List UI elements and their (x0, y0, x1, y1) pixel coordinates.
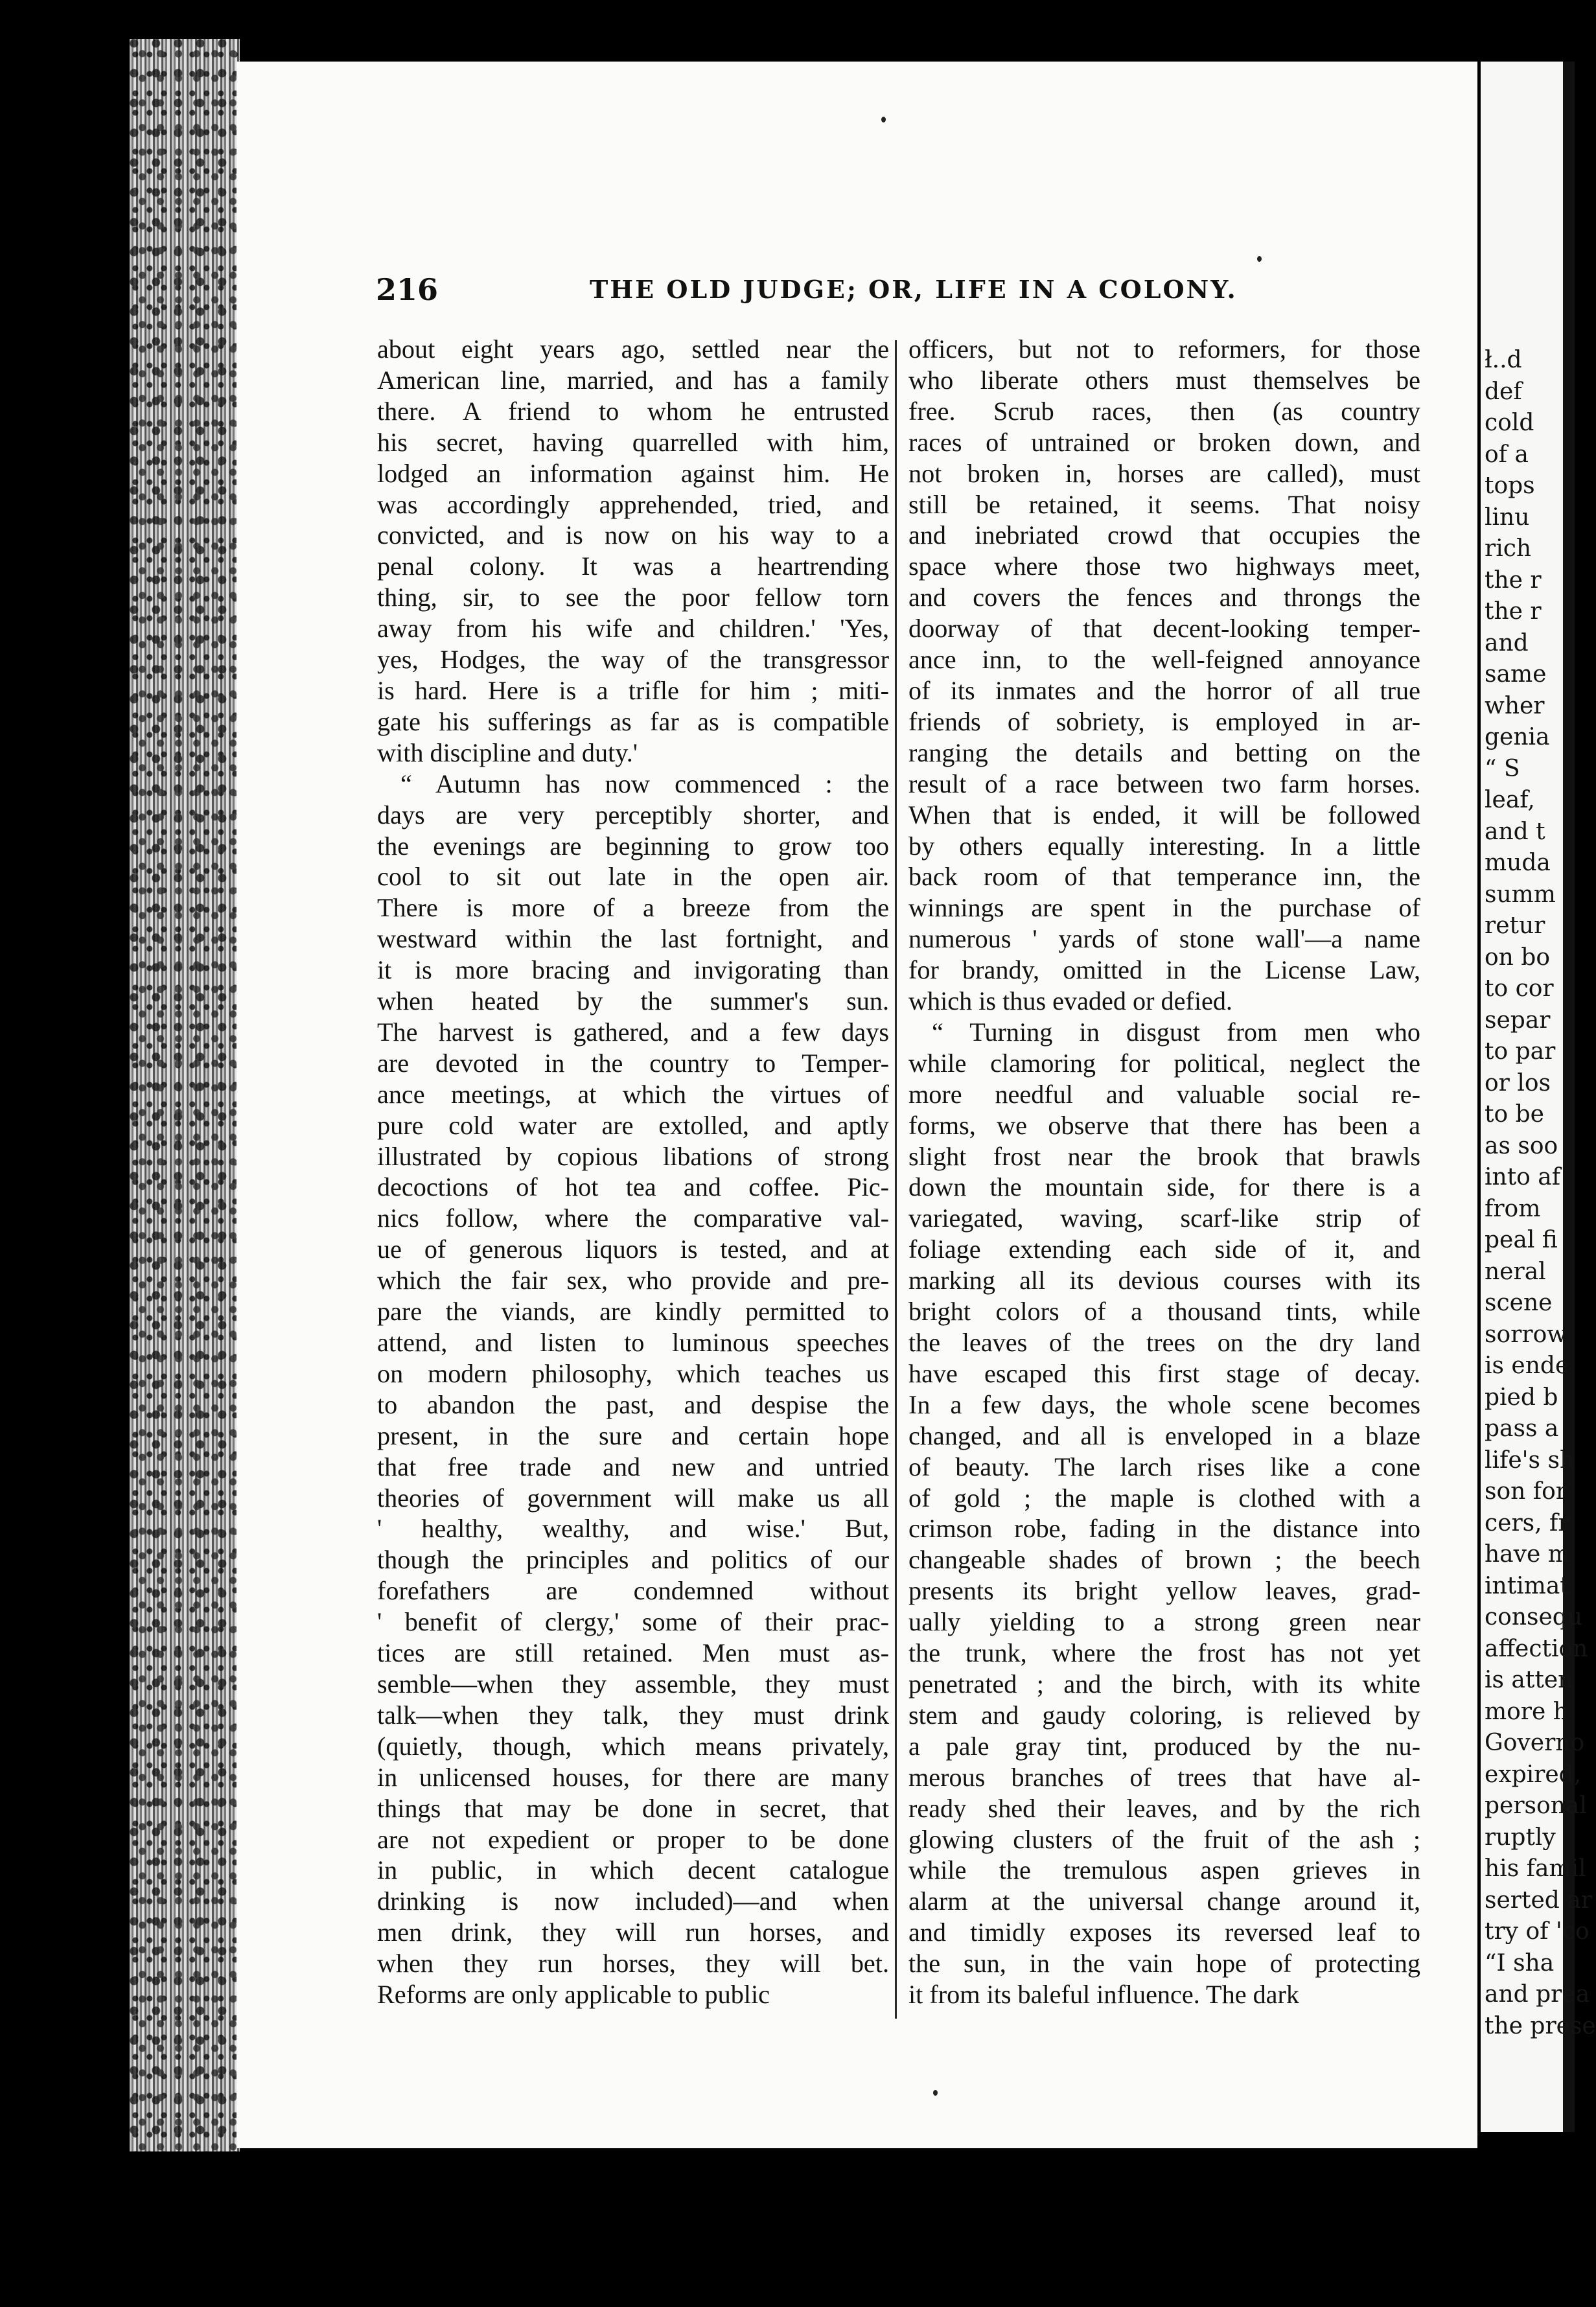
text-line: illustrated by copious libations of strong (377, 1141, 889, 1171)
text-line: are devoted in the country to Temper- (377, 1048, 889, 1078)
text-line: (quietly, though, which means privately, (377, 1731, 889, 1761)
adjacent-page-text: peal fi (1485, 1227, 1558, 1253)
text-line: are not expedient or proper to be done (377, 1824, 889, 1854)
text-line: his secret, having quarrelled with him, (377, 427, 889, 457)
text-line: cool to sit out late in the open air. (377, 862, 889, 892)
adjacent-page-text: the prese (1485, 2012, 1596, 2039)
adjacent-page-text: affection (1485, 1635, 1588, 1662)
adjacent-page-text: def (1485, 378, 1522, 405)
text-line: down the mountain side, for there is a (908, 1172, 1420, 1202)
text-line: convicted, and is now on his way to a (377, 520, 889, 550)
running-head (376, 272, 1244, 311)
adjacent-page-text: and prea (1485, 1981, 1590, 2008)
text-line: talk—when they talk, they must drink (377, 1700, 889, 1730)
text-line: ' healthy, wealthy, and wise.' But, (377, 1514, 889, 1544)
text-line: ance meetings, at which the virtues of (377, 1079, 889, 1109)
text-line: with discipline and duty.' (377, 737, 638, 767)
text-line: in unlicensed houses, for there are many (377, 1762, 889, 1792)
adjacent-page-text: life's sh (1485, 1446, 1575, 1474)
adjacent-page-text: or los (1485, 1069, 1551, 1096)
adjacent-page-text: ł..d (1485, 347, 1522, 373)
text-line: free. Scrub races, then (as country (908, 396, 1420, 426)
adjacent-page-text: to cor (1485, 975, 1554, 1002)
adjacent-page-text: have m (1485, 1541, 1570, 1568)
adjacent-page-text: retur (1485, 912, 1545, 939)
text-line: decoctions of hot tea and coffee. Pic- (377, 1172, 889, 1202)
adjacent-page-text: to be (1485, 1101, 1544, 1128)
text-line: and covers the fences and throngs the (908, 583, 1420, 612)
adjacent-page-text: separ (1485, 1006, 1551, 1034)
text-line: which is thus evaded or defied. (908, 986, 1232, 1016)
text-line: for brandy, omitted in the License Law, (908, 955, 1420, 985)
text-line: present, in the sure and certain hope (377, 1420, 889, 1450)
text-line: attend, and listen to luminous speeches (377, 1328, 889, 1357)
adjacent-page-text: pied b (1485, 1384, 1558, 1411)
text-line: space where those two highways meet, (908, 551, 1420, 581)
book-edge (130, 39, 240, 2151)
adjacent-page-text: as soo (1485, 1132, 1558, 1159)
text-line: thing, sir, to see the poor fellow torn (377, 583, 889, 612)
text-line: of beauty. The larch rises like a cone (908, 1452, 1420, 1481)
text-line: races of untrained or broken down, and (908, 427, 1420, 457)
right-column (908, 334, 1420, 2010)
text-line: of gold ; the maple is clothed with a (908, 1483, 1420, 1513)
adjacent-page-text: and t (1485, 818, 1545, 845)
text-line: theories of government will make us all (377, 1483, 889, 1513)
text-line: it from its baleful influence. The dark (908, 1980, 1299, 2010)
text-line: pure cold water are extolled, and aptly (377, 1110, 889, 1140)
text-line: “ Autumn has now commenced : the (400, 769, 889, 798)
adjacent-page-text: intimat (1485, 1572, 1569, 1599)
text-line: tices are still retained. Men must as- (377, 1638, 889, 1668)
adjacent-page-text: son for (1485, 1478, 1567, 1505)
adjacent-page-text: rich (1485, 535, 1532, 562)
text-line: Reforms are only applicable to public (377, 1980, 770, 2010)
text-line: the leaves of the trees on the dry land (908, 1328, 1420, 1357)
text-line: doorway of that decent-looking temper- (908, 614, 1420, 643)
text-line: gate his sufferings as far as is compatible (377, 706, 889, 736)
text-line: when heated by the summer's sun. (377, 986, 889, 1016)
text-line: back room of that temperance inn, the (908, 862, 1420, 892)
text-line: a pale gray tint, produced by the nu- (908, 1731, 1420, 1761)
adjacent-page-text: “I sha (1485, 1949, 1555, 1977)
text-line: bright colors of a thousand tints, while (908, 1297, 1420, 1327)
text-line: pare the viands, are kindly permitted to (377, 1297, 889, 1327)
adjacent-page-text: ruptly (1485, 1824, 1556, 1851)
text-line: nics follow, where the comparative val- (377, 1203, 889, 1233)
adjacent-page-text: personal (1485, 1792, 1587, 1819)
text-line: numerous ' yards of stone wall'—a name (908, 924, 1420, 954)
adjacent-page-text: tops (1485, 472, 1535, 499)
adjacent-page-text: of a (1485, 441, 1529, 468)
adjacent-page-text: from (1485, 1195, 1541, 1222)
text-line: When that is ended, it will be followed (908, 800, 1420, 829)
text-line: semble—when they assemble, they must (377, 1669, 889, 1698)
text-line: presents its bright yellow leaves, grad- (908, 1576, 1420, 1606)
adjacent-page-text: same (1485, 661, 1547, 688)
adjacent-page-text: pass a (1485, 1415, 1559, 1442)
text-line: still be retained, it seems. That noisy (908, 489, 1420, 519)
text-line: variegated, waving, scarf-like strip of (908, 1203, 1420, 1233)
text-line: ranging the details and betting on the (908, 737, 1420, 767)
text-line: is hard. Here is a trifle for him ; miti- (377, 675, 889, 705)
text-line: slight frost near the brook that brawls (908, 1141, 1420, 1171)
adjacent-page-text: the r (1485, 566, 1542, 594)
text-line: changeable shades of brown ; the beech (908, 1545, 1420, 1575)
text-line: the evenings are beginning to grow too (377, 831, 889, 861)
text-line: marking all its devious courses with its (908, 1266, 1420, 1295)
text-line: more needful and valuable social re- (908, 1079, 1420, 1109)
text-line: while clamoring for political, neglect the (908, 1048, 1420, 1078)
text-line: away from his wife and children.' 'Yes, (377, 614, 889, 643)
text-line: changed, and all is enveloped in a blaze (908, 1420, 1420, 1450)
text-line: friends of sobriety, is employed in ar- (908, 706, 1420, 736)
text-line: things that may be done in secret, that (377, 1793, 889, 1823)
page-number: 216 (376, 272, 439, 307)
text-line: ually yielding to a strong green near (908, 1607, 1420, 1637)
text-line: who liberate others must themselves be (908, 365, 1420, 395)
adjacent-page-text: on bo (1485, 944, 1551, 971)
adjacent-page-text: sorrow (1485, 1321, 1567, 1348)
text-line: The harvest is gathered, and a few days (377, 1017, 889, 1047)
text-line: by others equally interesting. In a little (908, 831, 1420, 861)
text-line: yes, Hodges, the way of the transgressor (377, 645, 889, 675)
page-edge-shadow (1563, 62, 1575, 2132)
adjacent-page-text: and (1485, 629, 1529, 656)
text-line: American line, married, and has a family (377, 365, 889, 395)
column-rule (895, 340, 897, 2019)
text-line: about eight years ago, settled near the (377, 334, 889, 364)
text-line: which the fair sex, who provide and pre- (377, 1266, 889, 1295)
text-line: result of a race between two farm horses. (908, 769, 1420, 798)
adjacent-page-text: try of 'co (1485, 1918, 1590, 1945)
text-line: the sun, in the vain hope of protecting (908, 1949, 1420, 1978)
adjacent-page-text: cold (1485, 410, 1534, 436)
text-line: officers, but not to reformers, for those (908, 334, 1420, 364)
text-line: ue of generous liquors is tested, and at (377, 1235, 889, 1264)
text-line: “ Turning in disgust from men who (932, 1017, 1420, 1047)
adjacent-page-text: the r (1485, 598, 1542, 625)
adjacent-page-text: serted ar (1485, 1886, 1592, 1914)
text-line: in public, in which decent catalogue (377, 1855, 889, 1885)
text-line: and inebriated crowd that occupies the (908, 520, 1420, 550)
text-line: the trunk, where the frost has not yet (908, 1638, 1420, 1668)
text-line: ' benefit of clergy,' some of their prac- (377, 1607, 889, 1637)
adjacent-page-text: neral (1485, 1258, 1546, 1285)
adjacent-page-text: is atten (1485, 1667, 1573, 1693)
text-line: foliage extending each side of it, and (908, 1235, 1420, 1264)
adjacent-page-text: “ S (1485, 755, 1520, 782)
left-column (377, 334, 889, 2010)
adjacent-page-text: wher (1485, 692, 1545, 719)
adjacent-page-text: is ende (1485, 1352, 1569, 1379)
text-line: ance inn, to the well-feigned annoyance (908, 645, 1420, 675)
text-line: days are very perceptibly shorter, and (377, 800, 889, 829)
text-line: while the tremulous aspen grieves in (908, 1855, 1420, 1885)
text-line: forms, we observe that there has been a (908, 1110, 1420, 1140)
adjacent-page-text: linu (1485, 504, 1530, 531)
print-speck (1257, 256, 1262, 262)
adjacent-page-text: scene (1485, 1290, 1553, 1316)
adjacent-page-text: Governo (1485, 1730, 1585, 1756)
text-line: though the principles and politics of our (377, 1545, 889, 1575)
text-line: drinking is now included)—and when (377, 1886, 889, 1916)
text-line: have escaped this first stage of decay. (908, 1358, 1420, 1388)
text-line: glowing clusters of the fruit of the ash ; (908, 1824, 1420, 1854)
adjacent-page-text: leaf, (1485, 787, 1535, 813)
adjacent-page-text: his famil (1485, 1855, 1586, 1882)
text-line: on modern philosophy, which teaches us (377, 1358, 889, 1388)
text-line: In a few days, the whole scene becomes (908, 1389, 1420, 1419)
text-line: of its inmates and the horror of all true (908, 675, 1420, 705)
adjacent-page-text: genia (1485, 724, 1550, 750)
adjacent-page-text: more h (1485, 1698, 1568, 1725)
text-line: that free trade and new and untried (377, 1452, 889, 1481)
running-title: THE OLD JUDGE; OR, LIFE IN A COLONY. (590, 275, 1238, 304)
text-line: not broken in, horses are called), must (908, 458, 1420, 488)
text-line: forefathers are condemned without (377, 1576, 889, 1606)
text-line: ready shed their leaves, and by the rich (908, 1793, 1420, 1823)
text-line: there. A friend to whom he entrusted (377, 396, 889, 426)
text-line: and timidly exposes its reversed leaf to (908, 1918, 1420, 1947)
text-line: winnings are spent in the purchase of (908, 893, 1420, 923)
text-line: men drink, they will run horses, and (377, 1918, 889, 1947)
print-speck (881, 117, 886, 122)
text-line: penal colony. It was a heartrending (377, 551, 889, 581)
adjacent-page-text: cers, fr (1485, 1509, 1569, 1536)
adjacent-page-text: muda (1485, 850, 1551, 876)
adjacent-page-text: to par (1485, 1038, 1556, 1065)
adjacent-page-text: consequ (1485, 1604, 1583, 1630)
text-line: merous branches of trees that have al- (908, 1762, 1420, 1792)
text-line: crimson robe, fading in the distance into (908, 1514, 1420, 1544)
adjacent-page-text: summ (1485, 881, 1556, 908)
text-line: lodged an information against him. He (377, 458, 889, 488)
adjacent-page-text: expired, (1485, 1761, 1582, 1788)
text-line: stem and gaudy coloring, is relieved by (908, 1700, 1420, 1730)
text-line: penetrated ; and the birch, with its white (908, 1669, 1420, 1698)
print-speck (933, 2090, 938, 2096)
text-line: when they run horses, they will bet. (377, 1949, 889, 1978)
text-line: was accordingly apprehended, tried, and (377, 489, 889, 519)
text-line: alarm at the universal change around it, (908, 1886, 1420, 1916)
adjacent-page (1481, 62, 1596, 2132)
text-line: to abandon the past, and despise the (377, 1389, 889, 1419)
adjacent-page-text: into af (1485, 1164, 1561, 1190)
text-line: it is more bracing and invigorating than (377, 955, 889, 985)
text-line: There is more of a breeze from the (377, 893, 889, 923)
text-line: westward within the last fortnight, and (377, 924, 889, 954)
